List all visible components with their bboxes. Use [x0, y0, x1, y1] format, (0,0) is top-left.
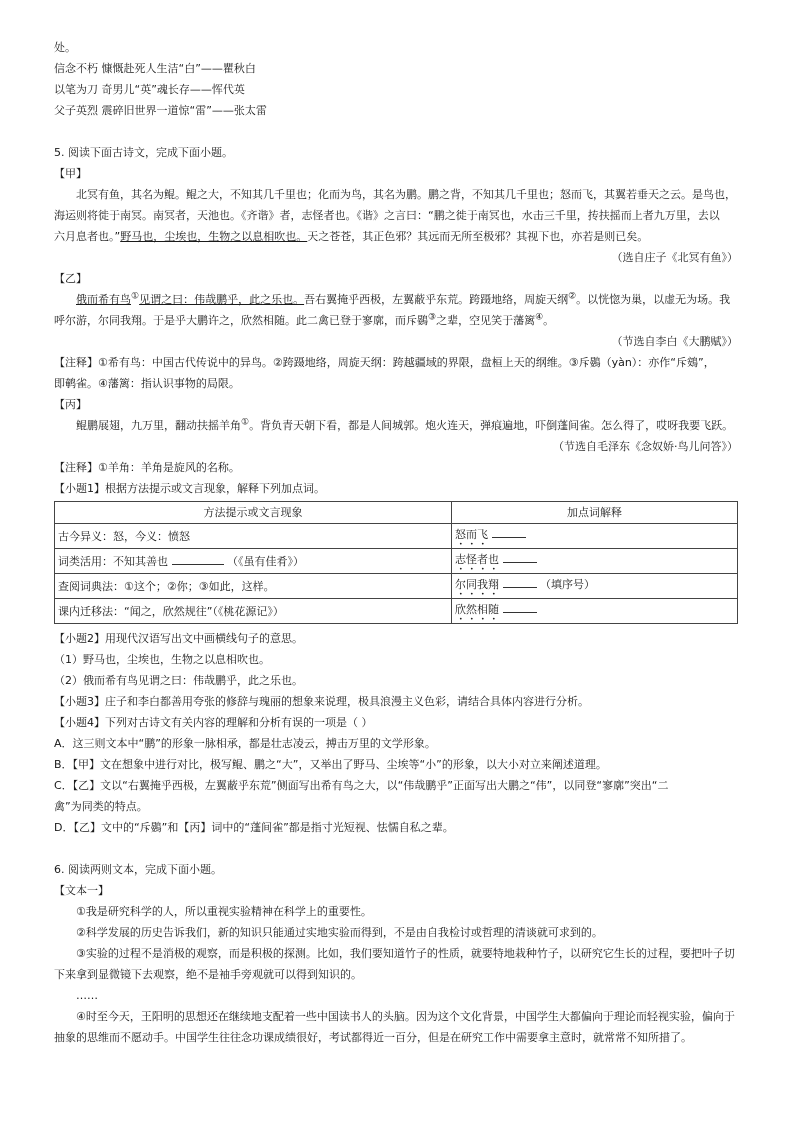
- passage-yi-text-2: 。以恍惚为巢，以虚无为场。我: [576, 293, 731, 306]
- passage-bing-text: 鲲鹏展翅，九万里，翻动扶摇羊角: [76, 419, 241, 432]
- note-marker-1: ①: [131, 291, 140, 302]
- table-row: [55, 574, 738, 599]
- table-cell: [55, 549, 452, 574]
- text-one-label: 【文本一】: [54, 884, 109, 897]
- passage-bing-source: （节选自毛泽东《念奴娇·鸟儿问答》）: [553, 440, 738, 453]
- subquestion-2-item-1: （1）野马也，尘埃也，生物之以息相吹也。: [54, 653, 270, 666]
- passage-yi-text: 吾右翼掩乎西极，左翼蔽乎东荒。跨蹑地络，周旋天纲: [304, 293, 569, 306]
- dotted-word: 怒而飞: [455, 528, 488, 541]
- passage-bing-note: 【注释】①羊角：羊角是旋风的名称。: [54, 461, 240, 474]
- table-cell: 课内迁移法：“闻之，欣然规往”（《桃花源记》）: [55, 599, 452, 624]
- table-cell: 查阅词典法：①这个；②你；③如此，这样。: [55, 574, 452, 599]
- answer-blank[interactable]: [503, 600, 537, 613]
- passage-yi-text-3: 呼尔游，尔同我翔。于是乎大鹏许之，欣然相随。此二禽已登于寥廓，而斥鷃: [54, 314, 428, 327]
- table-header: 方法提示或文言现象: [55, 502, 452, 524]
- poem-line-daiying: 以笔为刀 奇男儿“英”魂长存——恽代英: [54, 83, 245, 96]
- table-row: [55, 599, 738, 624]
- passage-jia-line-1: 北冥有鱼，其名为鲲。鲲之大，不知其几千里也；化而为鸟，其名为鹏。鹏之背，不知其几千里也；怒而飞，其翼若垂天之云。是鸟也，: [76, 188, 736, 201]
- cell-hint: （填序号）: [540, 578, 595, 591]
- text-one-para-1: ①我是研究科学的人，所以重视实验精神在科学上的重要性。: [76, 905, 372, 918]
- passage-yi-note-2: 即鹌雀。④藩篱：指认识事物的局限。: [54, 377, 240, 390]
- table-cell: 古今异义：怒，今义：愤怒: [55, 524, 452, 549]
- passage-yi-note-1: 【注释】①希有鸟：中国古代传说中的异鸟。②跨蹑地络，周旋天纲：跨越疆域的界限，盘桓上天的纲维。③斥鷃（yàn）：亦作“斥鴳”，: [54, 356, 715, 369]
- option-c-cont: 禽”为同类的特点。: [54, 800, 148, 813]
- table-cell: [452, 549, 738, 574]
- cell-source: （《虽有佳肴》）: [227, 554, 304, 568]
- table-header-row: [55, 502, 738, 524]
- answer-blank[interactable]: [492, 525, 526, 538]
- subquestion-4: 【小题4】下列对古诗文有关内容的理解和分析有误的一项是（ ）: [54, 716, 373, 729]
- passage-yi-line-2: [54, 310, 738, 331]
- answer-blank[interactable]: [172, 552, 224, 565]
- table-row: [55, 524, 738, 549]
- option-a[interactable]: A．这三则文本中“鹏”的形象一脉相承，都是壮志凌云，搏击万里的文学形象。: [54, 737, 436, 750]
- subquestion-3: 【小题3】庄子和李白都善用夸张的修辞与瑰丽的想象来说理，极具浪漫主义色彩，请结合具体内容进行分析。: [54, 695, 589, 708]
- subquestion-2: 【小题2】用现代汉语写出文中画横线句子的意思。: [54, 632, 303, 645]
- passage-yi-source: （节选自李白《大鹏赋》）: [611, 335, 738, 348]
- explanation-table: [54, 501, 738, 624]
- document-content: [54, 37, 738, 1048]
- q6-heading: 6. 阅读两则文本，完成下面小题。: [54, 863, 222, 876]
- underlined-sentence-2a: 俄而希有鸟: [76, 293, 131, 306]
- text-one-para-2: ②科学发展的历史告诉我们，新的知识只能通过实地实验而得到，不是由自我检讨或哲理的清谈就可求到的。: [76, 926, 603, 939]
- passage-yi-label: 【乙】: [54, 272, 87, 285]
- option-d[interactable]: D．【乙】文中的“斥鷃”和【丙】词中的“蓬间雀”都是指寸光短视、怯懦自私之辈。: [54, 821, 454, 834]
- passage-jia-text-end: 天之苍苍，其正色邪？其远而无所至极邪？其视下也，亦若是则已矣。: [307, 230, 649, 243]
- continued-text: 处。: [54, 41, 76, 54]
- note-marker-4: ④: [535, 312, 544, 323]
- cell-text: 词类活用：不知其善也: [58, 554, 168, 568]
- answer-blank[interactable]: [503, 550, 537, 563]
- q5-heading: 5. 阅读下面古诗文，完成下面小题。: [54, 146, 233, 159]
- dotted-word: 志怪者也: [455, 553, 499, 566]
- poem-line-tailei: 父子英烈 震碎旧世界一道惊“雷”——张太雷: [54, 104, 267, 117]
- text-one-para-4: ④时至今天，王阳明的思想还在继续地支配着一些中国读书人的头脑。因为这个文化背景，中国学生大都偏向于理论而轻视实验，偏向于: [76, 1010, 735, 1023]
- passage-jia-line-2: 海运则将徙于南冥。南冥者，天池也。《齐谐》者，志怪者也。《谐》之言曰：“鹏之徙于南冥也，水击三千里，抟扶摇而上者九万里，去以: [54, 209, 720, 222]
- passage-bing-text-2: 。背负青天朝下看，都是人间城郭。炮火连天，弹痕遍地，吓倒蓬间雀。怎么得了，哎呀我要飞跃。: [249, 419, 734, 432]
- table-cell: [452, 599, 738, 624]
- passage-yi-text-4: 之辈，空见笑于藩篱: [436, 314, 536, 327]
- passage-jia-label: 【甲】: [54, 167, 87, 180]
- table-row: [55, 549, 738, 574]
- answer-blank[interactable]: [503, 575, 537, 588]
- dotted-word: 尔同我翔: [455, 578, 499, 591]
- text-one-para-3: ③实验的过程不是消极的观察，而是积极的探测。比如，我们要知道竹子的性质，就要特地栽种竹子，以研究它生长的过程，要把叶子切: [76, 947, 735, 960]
- note-marker-2: ②: [568, 291, 577, 302]
- underlined-sentence-2b: 见谓之曰：伟哉鹏乎，此之乐也。: [139, 293, 305, 306]
- table-cell: [452, 524, 738, 549]
- table-cell: [452, 574, 738, 599]
- note-marker-3: ③: [428, 312, 437, 323]
- subquestion-2-item-2: （2）俄而希有鸟见谓之曰：伟哉鹏乎，此之乐也。: [54, 674, 303, 687]
- passage-yi-text-5: 。: [543, 314, 555, 327]
- passage-jia-text: 六月息者也。”: [54, 230, 121, 243]
- underlined-sentence-1: 野马也，尘埃也，生物之以息相吹也。: [120, 230, 308, 243]
- passage-jia-line-3: [54, 226, 738, 247]
- ellipsis: ……: [76, 989, 98, 1002]
- passage-bing-line-1: [54, 415, 738, 436]
- text-one-para-3-cont: 下来拿到显微镜下去观察，绝不是袖手旁观就可以得到知识的。: [54, 968, 362, 981]
- note-marker-bing-1: ①: [241, 417, 250, 428]
- passage-yi-line-1: [54, 289, 738, 310]
- table-header: 加点词解释: [452, 502, 738, 524]
- passage-bing-label: 【丙】: [54, 398, 87, 411]
- subquestion-1: 【小题1】根据方法提示或文言现象，解释下列加点词。: [54, 482, 325, 495]
- text-one-para-4-cont: 抽象的思维而不愿动手。中国学生往往念功课成绩很好，考试都得近一百分，但是在研究工作中需要拿主意时，就常常不知所措了。: [54, 1031, 692, 1044]
- option-b[interactable]: B．【甲】文在想象中进行对比，极写鲲、鹏之“大”，又举出了野马、尘埃等“小”的形象，以大小对立来阐述道理。: [54, 758, 607, 771]
- poem-line-qiubai: 信念不朽 慷慨赴死人生洁“白”——瞿秋白: [54, 62, 256, 75]
- passage-jia-source: （选自庄子《北冥有鱼》）: [611, 251, 738, 264]
- option-c[interactable]: C．【乙】文以“右翼掩乎西极，左翼蔽乎东荒”侧面写出希有鸟之大，以“伟哉鹏乎”正面写出大鹏之“伟”，以同登“寥廓”突出“二: [54, 779, 669, 792]
- dotted-word: 欣然相随: [455, 603, 499, 616]
